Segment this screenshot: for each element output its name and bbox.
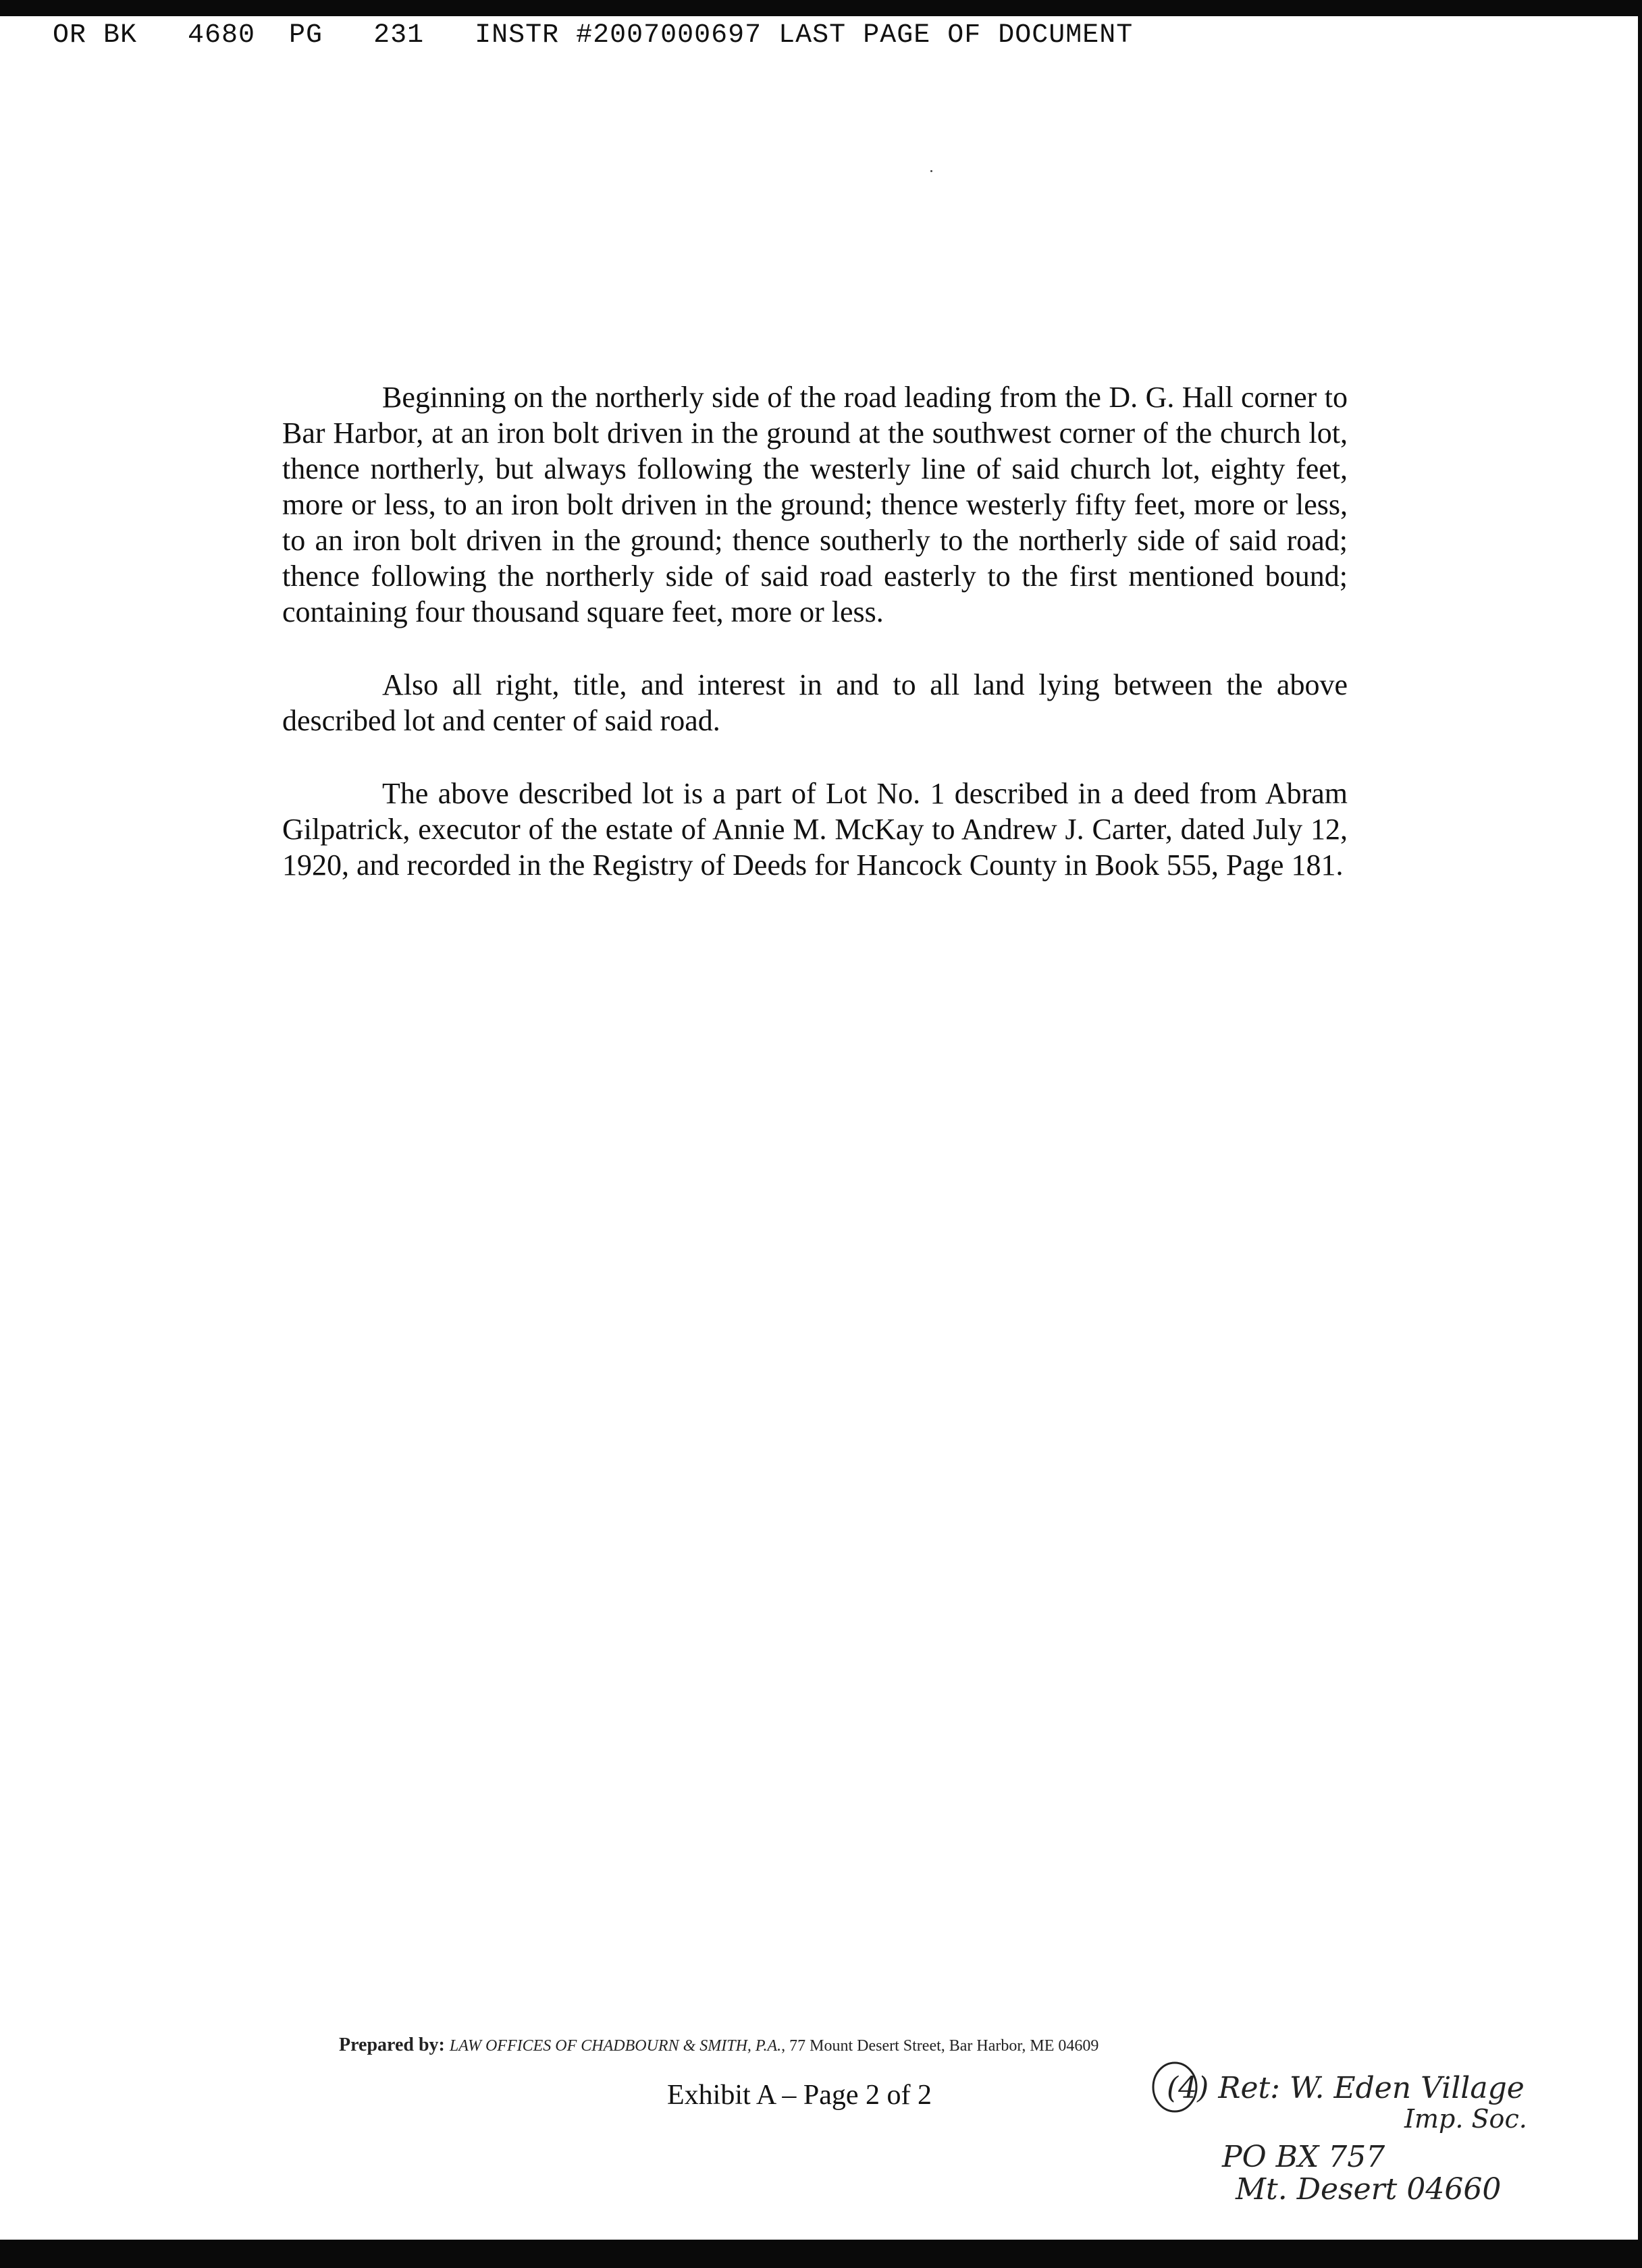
handwritten-line-2: Imp. Soc. (1404, 2104, 1527, 2134)
prepared-by-address: , 77 Mount Desert Street, Bar Harbor, ME 04609 (781, 2037, 1099, 2055)
paragraph-road-interest: Also all right, title, and interest in and to all land lying between the above described lot and center of said road. (282, 668, 1348, 737)
prepared-by-firm: LAW OFFICES OF CHADBOURN & SMITH, P.A. (449, 2037, 782, 2055)
exhibit-page-label: Exhibit A – Page 2 of 2 (667, 2080, 932, 2111)
prepared-by-label: Prepared by: (339, 2034, 445, 2055)
handwritten-line-4: Mt. Desert 04660 (1236, 2172, 1502, 2207)
legal-description (282, 379, 1348, 920)
paragraph-deed-reference: The above described lot is a part of Lot No. 1 described in a deed from Abram Gilpatrick, executor of the estate of Annie M. McKay to Andrew J. Carter, dated July 12, 1920, and recorded in the Registry of Deeds for Hancock County in Book 555, Page 181. (282, 777, 1348, 882)
prepared-by-line (339, 2034, 1098, 2056)
scan-speck (930, 170, 932, 172)
handwritten-return-address (1134, 2039, 1607, 2207)
scan-right-border (1638, 0, 1642, 2268)
handwritten-line-3: PO BX 757 (1222, 2140, 1385, 2174)
scan-bottom-border (0, 2240, 1642, 2268)
recording-header: OR BK 4680 PG 231 INSTR #2007000697 LAST PAGE OF DOCUMENT (53, 20, 1134, 51)
handwritten-line-1: (4) Ret: W. Eden Village (1167, 2071, 1525, 2105)
paragraph-boundary-description: Beginning on the northerly side of the road leading from the D. G. Hall corner to Bar Harbor, at an iron bolt driven in the ground at the southwest corner of the church lot, thence northerly, but always following the westerly line of said church lot, eighty feet, more or less, to an iron bolt driven in the ground; thence westerly fifty feet, more or less, to an iron bolt driven in the ground; thence southerly to the northerly side of said road; thence following the northerly side of said road easterly to the first mentioned bound; containing four thousand square feet, more or less. (282, 381, 1348, 628)
scan-top-border (0, 0, 1642, 16)
